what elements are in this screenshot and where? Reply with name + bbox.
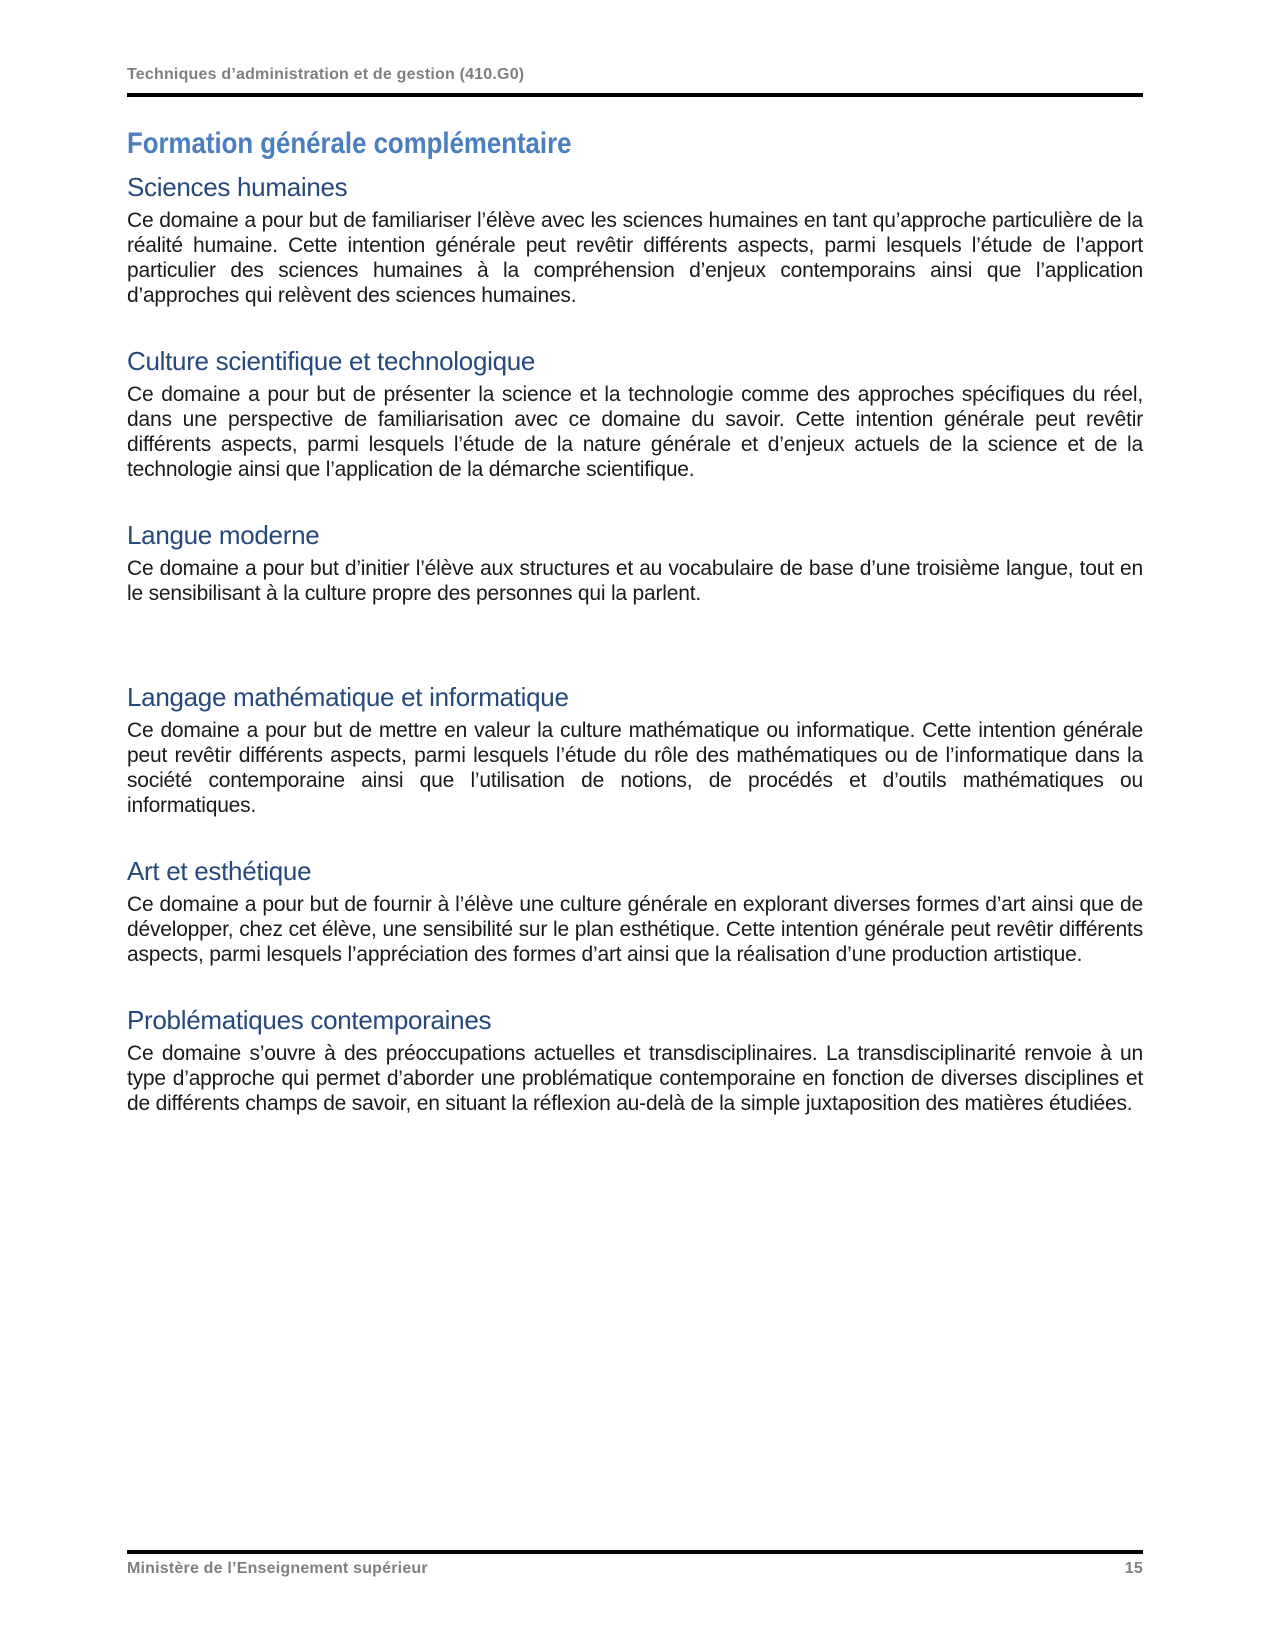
page-header: [127, 64, 1143, 97]
section-heading-langue-moderne: Langue moderne: [127, 520, 320, 550]
footer-text: Ministère de l’Enseignement supérieur: [127, 1560, 428, 1577]
section-heading-problematiques-contemporaines: Problématiques contemporaines: [127, 1005, 492, 1035]
section-body-langage-mathematique: Ce domaine a pour but de mettre en valeur la culture mathématique ou informatique. Cette intention générale peut revêtir différents aspects, parmi lesquels l’étude du rôle des mathématiques ou de l’informatique dans la société contemporaine ainsi que l’utilisation de notions, de procédés et d’outils mathématiques ou informatiques.: [127, 719, 1143, 817]
section-heading-langage-mathematique: Langage mathématique et informatique: [127, 682, 569, 712]
section-body-langue-moderne: Ce domaine a pour but d’initier l’élève aux structures et au vocabulaire de base d’une troisième langue, tout en le sensibilisant à la culture propre des personnes qui la parlent.: [127, 557, 1143, 605]
section-body-sciences-humaines: Ce domaine a pour but de familiariser l’élève avec les sciences humaines en tant qu’approche particulière de la réalité humaine. Cette intention générale peut revêtir différents aspects, parmi lesquels l’étude de l’apport particulier des sciences humaines à la compréhension d’enjeux contemporains ainsi que l’application d’approches qui relèvent des sciences humaines.: [127, 209, 1143, 307]
section-body-culture-scientifique: Ce domaine a pour but de présenter la science et la technologie comme des approches spécifiques du réel, dans une perspective de familiarisation avec ce domaine du savoir. Cette intention générale peut revêtir différents aspects, parmi lesquels l’étude de la nature générale et d’enjeux actuels de la science et de la technologie ainsi que l’application de la démarche scientifique.: [127, 383, 1143, 481]
page-footer: [127, 1550, 1143, 1579]
section-body-problematiques-contemporaines: Ce domaine s’ouvre à des préoccupations actuelles et transdisciplinaires. La transdisciplinarité renvoie à un type d’approche qui permet d’aborder une problématique contemporaine en fonction de diverses disciplines et de différents champs de savoir, en situant la réflexion au-delà de la simple juxtaposition des matières étudiées.: [127, 1042, 1143, 1115]
page-title: Formation générale complémentaire: [127, 127, 572, 160]
header-title: Techniques d’administration et de gestion (410.G0): [127, 66, 525, 83]
section-heading-art-esthetique: Art et esthétique: [127, 856, 312, 886]
section-heading-sciences-humaines: Sciences humaines: [127, 172, 348, 202]
page-number: 15: [1124, 1560, 1143, 1577]
section-body-art-esthetique: Ce domaine a pour but de fournir à l’élève une culture générale en explorant diverses formes d’art ainsi que de développer, chez cet élève, une sensibilité sur le plan esthétique. Cette intention générale peut revêtir différents aspects, parmi lesquels l’appréciation des formes d’art ainsi que la réalisation d’une production artistique.: [127, 893, 1143, 966]
document-content: [127, 126, 1143, 1116]
section-heading-culture-scientifique: Culture scientifique et technologique: [127, 346, 536, 376]
